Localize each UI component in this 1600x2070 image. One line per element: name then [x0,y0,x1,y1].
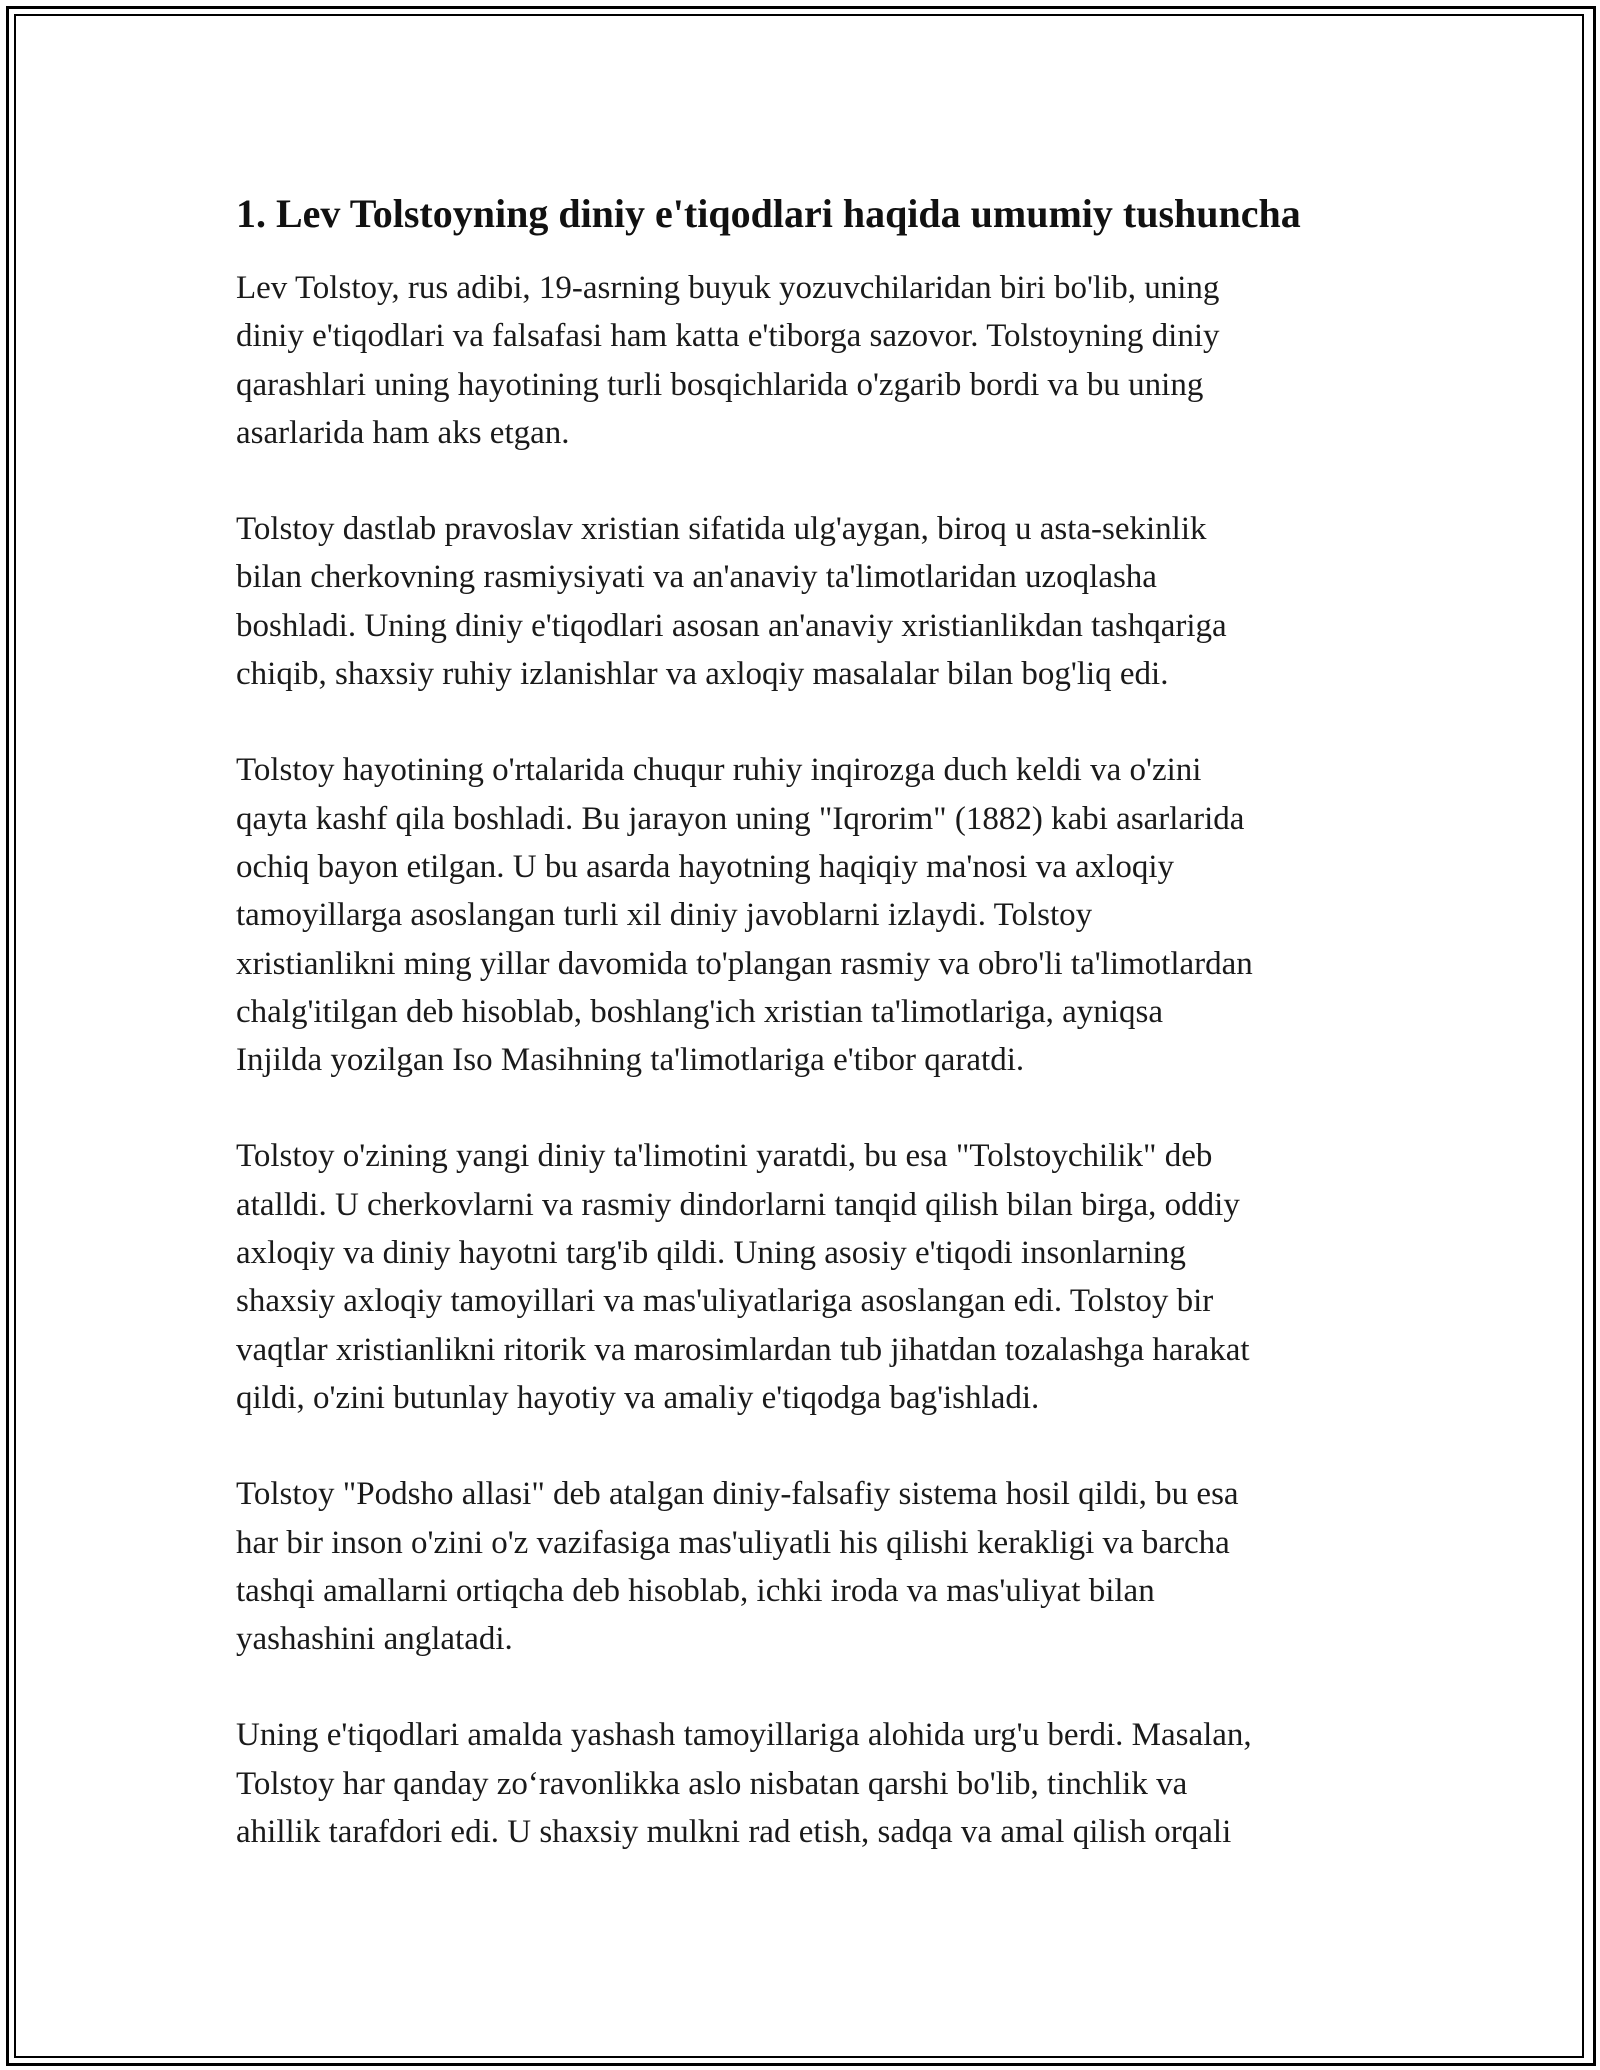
paragraph-3: Tolstoy hayotining o'rtalarida chuqur ruhiy inqirozga duch keldi va o'zini qayta kashf qila boshladi. Bu jarayon uning "Iqrorim" (1882) kabi asarlarida ochiq bayon etilgan. U bu asarda hayotning haqiqiy ma'nosi va axloqiy tamoyillarga asoslangan turli xil diniy javoblarni izlaydi. Tolstoy xristianlikni ming yillar davomida to'plangan rasmiy va obro'li ta'limotlardan chalg'itilgan deb hisoblab, boshlang'ich xristian ta'limotlariga, ayniqsa Injilda yozilgan Iso Masihning ta'limotlariga e'tibor qaratdi. [236,752,1253,1079]
paragraph-6: Uning e'tiqodlari amalda yashash tamoyillariga alohida urg'u berdi. Masalan, Tolstoy har qanday zo‘ravonlikka aslo nisbatan qarshi bo'lib, tinchlik va ahillik tarafdori edi. U shaxsiy mulkni rad etish, sadqa va amal qilish orqali [236,1717,1252,1851]
document-body [236,186,1366,1904]
paragraph-5: Tolstoy "Podsho allasi" deb atalgan diniy-falsafiy sistema hosil qildi, bu esa har bir inson o'zini o'z vazifasiga mas'uliyatli his qilishi kerakligi va barcha tashqi amallarni ortiqcha deb hisoblab, ichki iroda va mas'uliyat bilan yashashini anglatadi. [236,1476,1239,1658]
section-heading: 1. Lev Tolstoyning diniy e'tiqodlari haqida umumiy tushuncha [236,191,1301,236]
paragraph-2: Tolstoy dastlab pravoslav xristian sifatida ulg'aygan, biroq u asta-sekinlik bilan cherkovning rasmiysiyati va an'anaviy ta'limotlaridan uzoqlasha boshladi. Uning diniy e'tiqodlari asosan an'anaviy xristianlikdan tashqariga chiqib, shaxsiy ruhiy izlanishlar va axloqiy masalalar bilan bog'liq edi. [236,511,1227,693]
paragraph-4: Tolstoy o'zining yangi diniy ta'limotini yaratdi, bu esa "Tolstoychilik" deb atalldi. U cherkovlarni va rasmiy dindorlarni tanqid qilish bilan birga, oddiy axloqiy va diniy hayotni targ'ib qildi. Uning asosiy e'tiqodi insonlarning shaxsiy axloqiy tamoyillari va mas'uliyatlariga asoslangan edi. Tolstoy bir vaqtlar xristianlikni ritorik va marosimlardan tub jihatdan tozalashga harakat qildi, o'zini butunlay hayotiy va amaliy e'tiqodga bag'ishladi. [236,1138,1250,1416]
paragraph-1: Lev Tolstoy, rus adibi, 19-asrning buyuk yozuvchilaridan biri bo'lib, uning diniy e'tiqodlari va falsafasi ham katta e'tiborga sazovor. Tolstoyning diniy qarashlari uning hayotining turli bosqichlarida o'zgarib bordi va bu uning asarlarida ham aks etgan. [236,270,1220,451]
